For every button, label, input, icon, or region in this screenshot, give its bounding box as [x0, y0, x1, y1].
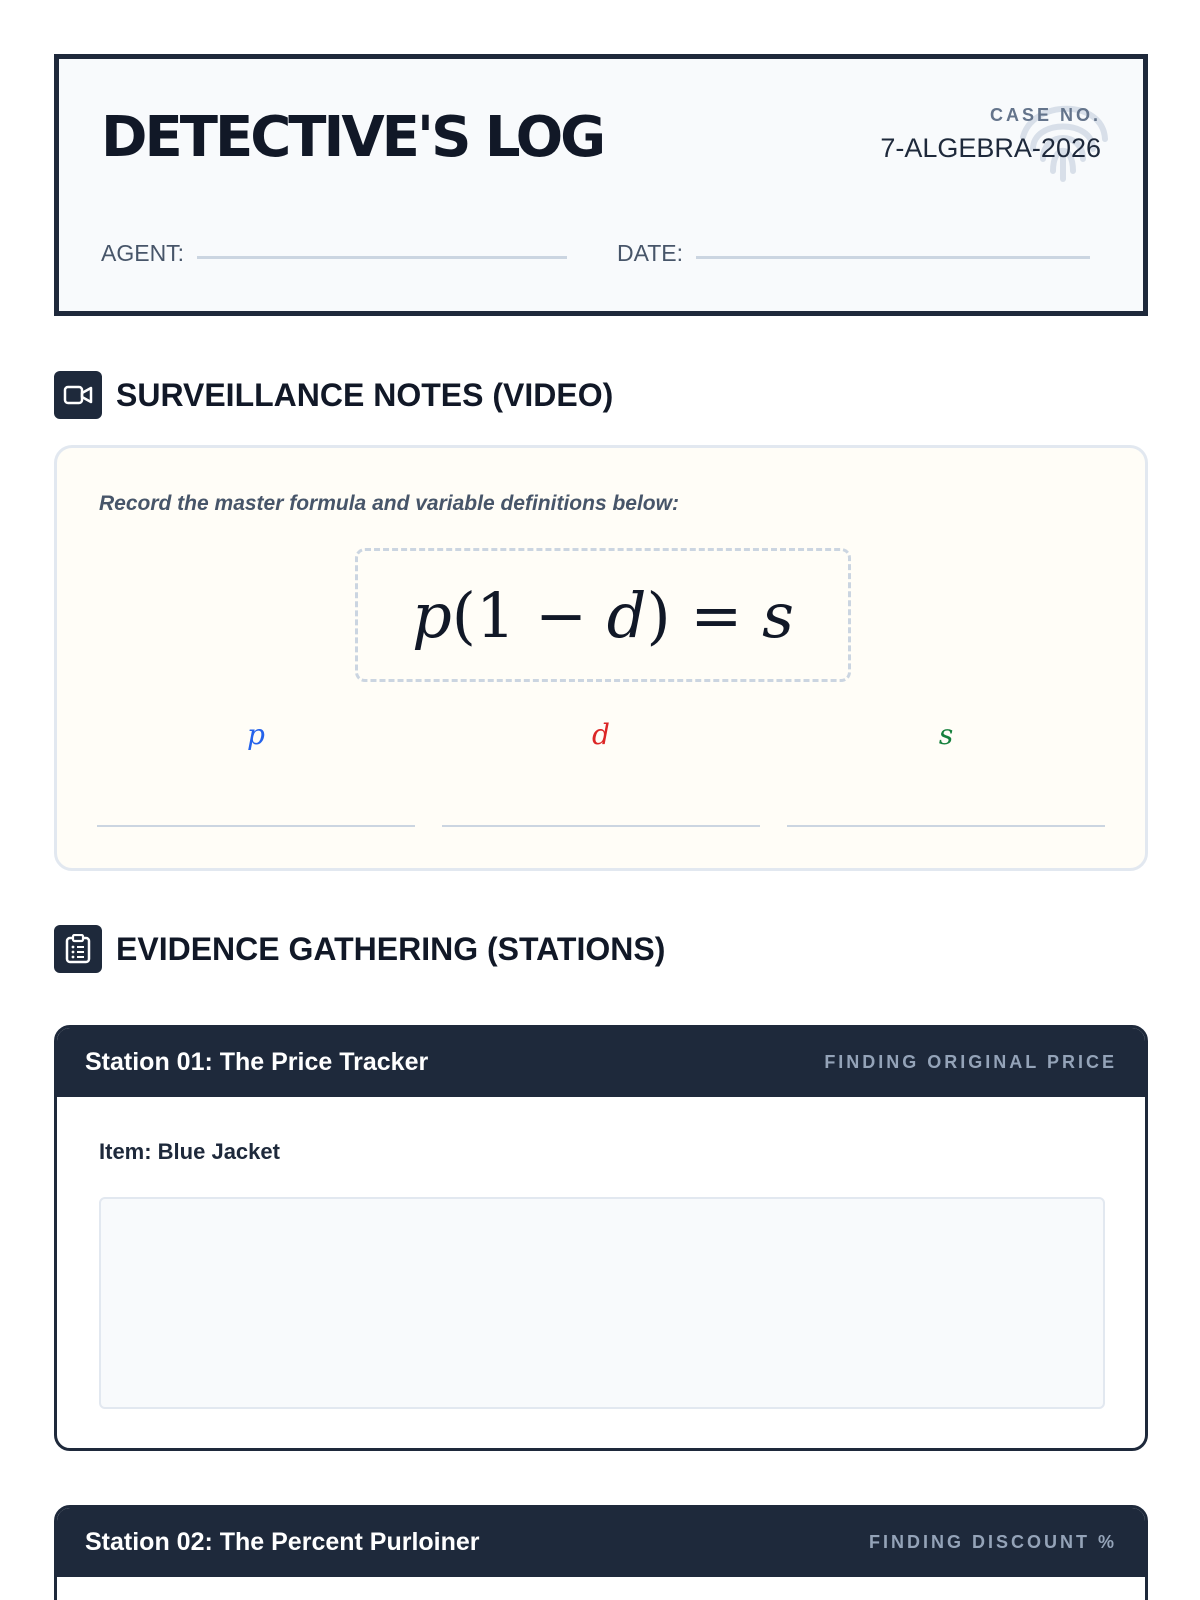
variable-d-symbol: d — [592, 718, 610, 751]
case-number: 7-ALGEBRA-2026 — [880, 133, 1101, 163]
variable-p — [97, 718, 415, 751]
formula-d: d — [606, 578, 647, 652]
station-card — [54, 1505, 1148, 1600]
formula-s: s — [762, 578, 794, 652]
station-tag: FINDING DISCOUNT % — [868, 1532, 1117, 1552]
surveillance-title: SURVEILLANCE NOTES (VIDEO) — [116, 376, 614, 413]
station-header — [57, 1028, 1145, 1097]
variable-p-answer-line[interactable] — [97, 825, 415, 827]
surveillance-section-heading — [54, 371, 613, 419]
surveillance-notes-box — [54, 445, 1148, 871]
clipboard-icon — [54, 925, 102, 973]
case-number-label: CASE NO. — [989, 105, 1101, 125]
notes-instructions: Record the master formula and variable definitions below: — [99, 492, 679, 515]
station-header — [57, 1508, 1145, 1577]
evidence-title: EVIDENCE GATHERING (STATIONS) — [116, 930, 666, 967]
variable-s-answer-line[interactable] — [787, 825, 1105, 827]
station-card — [54, 1025, 1148, 1451]
date-field[interactable] — [696, 256, 1090, 259]
station-item: Item: Blue Jacket — [99, 1139, 280, 1164]
formula-p: p — [412, 578, 452, 652]
agent-field[interactable] — [197, 256, 567, 259]
variable-d-answer-line[interactable] — [442, 825, 760, 827]
station-title: Station 02: The Percent Purloiner — [85, 1528, 480, 1556]
formula-close: ) = — [646, 578, 763, 652]
variable-d — [442, 718, 760, 751]
master-formula — [412, 579, 794, 652]
case-header — [54, 54, 1148, 316]
master-formula-box — [355, 548, 851, 682]
station-tag: FINDING ORIGINAL PRICE — [824, 1052, 1117, 1072]
agent-label: AGENT: — [101, 240, 185, 266]
station-work-area[interactable] — [99, 1197, 1105, 1409]
variable-s-symbol: s — [938, 718, 954, 751]
evidence-section-heading — [54, 925, 665, 973]
variable-p-symbol: p — [247, 718, 265, 751]
log-title: DETECTIVE'S LOG — [101, 105, 604, 170]
station-title: Station 01: The Price Tracker — [85, 1048, 429, 1076]
video-camera-icon — [54, 371, 102, 419]
formula-open: (1 − — [451, 578, 607, 652]
variable-s — [787, 718, 1105, 751]
date-label: DATE: — [617, 240, 684, 266]
